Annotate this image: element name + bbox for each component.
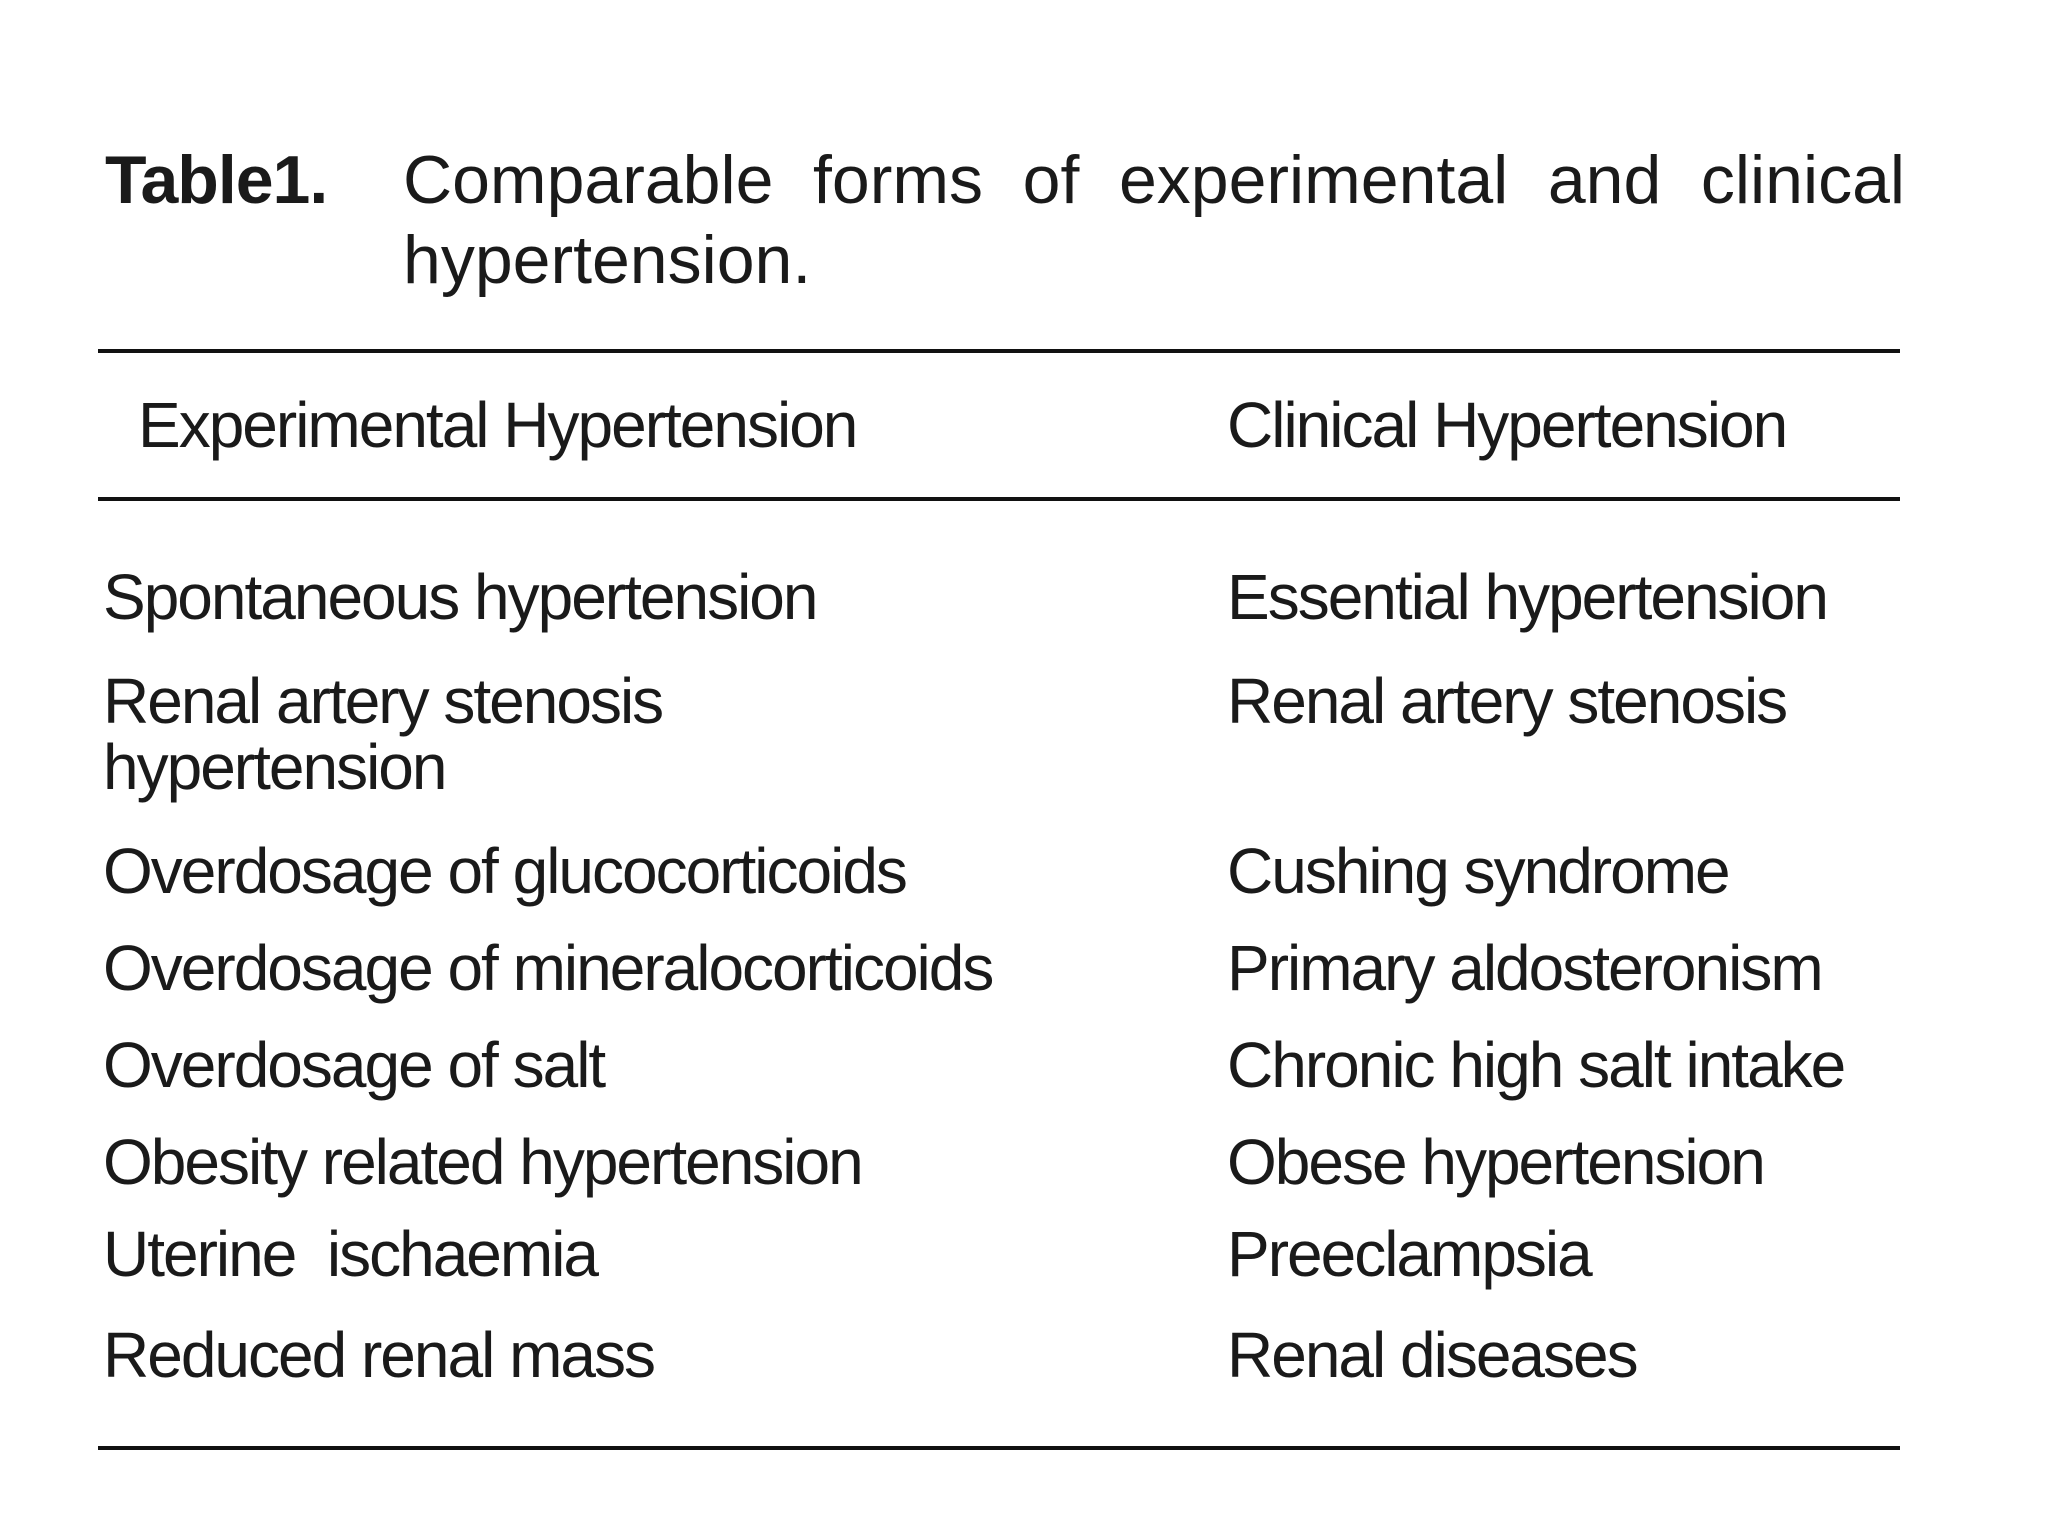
column-header-experimental: Experimental Hypertension (138, 389, 857, 461)
table-cell-clinical: Renal artery stenosis (1227, 665, 1787, 737)
table-cell-clinical: Cushing syndrome (1227, 835, 1729, 907)
table-cell-clinical: Obese hypertension (1227, 1126, 1764, 1198)
table-cell-experimental: Overdosage of mineralocorticoids (103, 932, 993, 1004)
top-rule (98, 349, 1900, 353)
table-cell-experimental: Reduced renal mass (103, 1319, 654, 1391)
table-cell-experimental: Overdosage of glucocorticoids (103, 835, 906, 907)
header-rule (98, 497, 1900, 501)
table-cell-clinical: Preeclampsia (1227, 1218, 1591, 1290)
table-cell-clinical: Chronic high salt intake (1227, 1029, 1845, 1101)
table-cell-experimental: Renal artery stenosis hypertension (103, 665, 663, 803)
table-cell-experimental: Spontaneous hypertension (103, 561, 817, 633)
bottom-rule (98, 1446, 1900, 1450)
table-cell-experimental: Uterine ischaemia (103, 1218, 597, 1290)
table-cell-experimental: Overdosage of salt (103, 1029, 605, 1101)
table-label: Table1. (105, 142, 328, 218)
table-title: Comparable forms of experimental and clinical hypertension. (403, 142, 1905, 298)
table-cell-experimental: Obesity related hypertension (103, 1126, 862, 1198)
table-cell-clinical: Renal diseases (1227, 1319, 1637, 1391)
column-header-clinical: Clinical Hypertension (1227, 389, 1787, 461)
table-cell-clinical: Essential hypertension (1227, 561, 1827, 633)
table-cell-clinical: Primary aldosteronism (1227, 932, 1822, 1004)
